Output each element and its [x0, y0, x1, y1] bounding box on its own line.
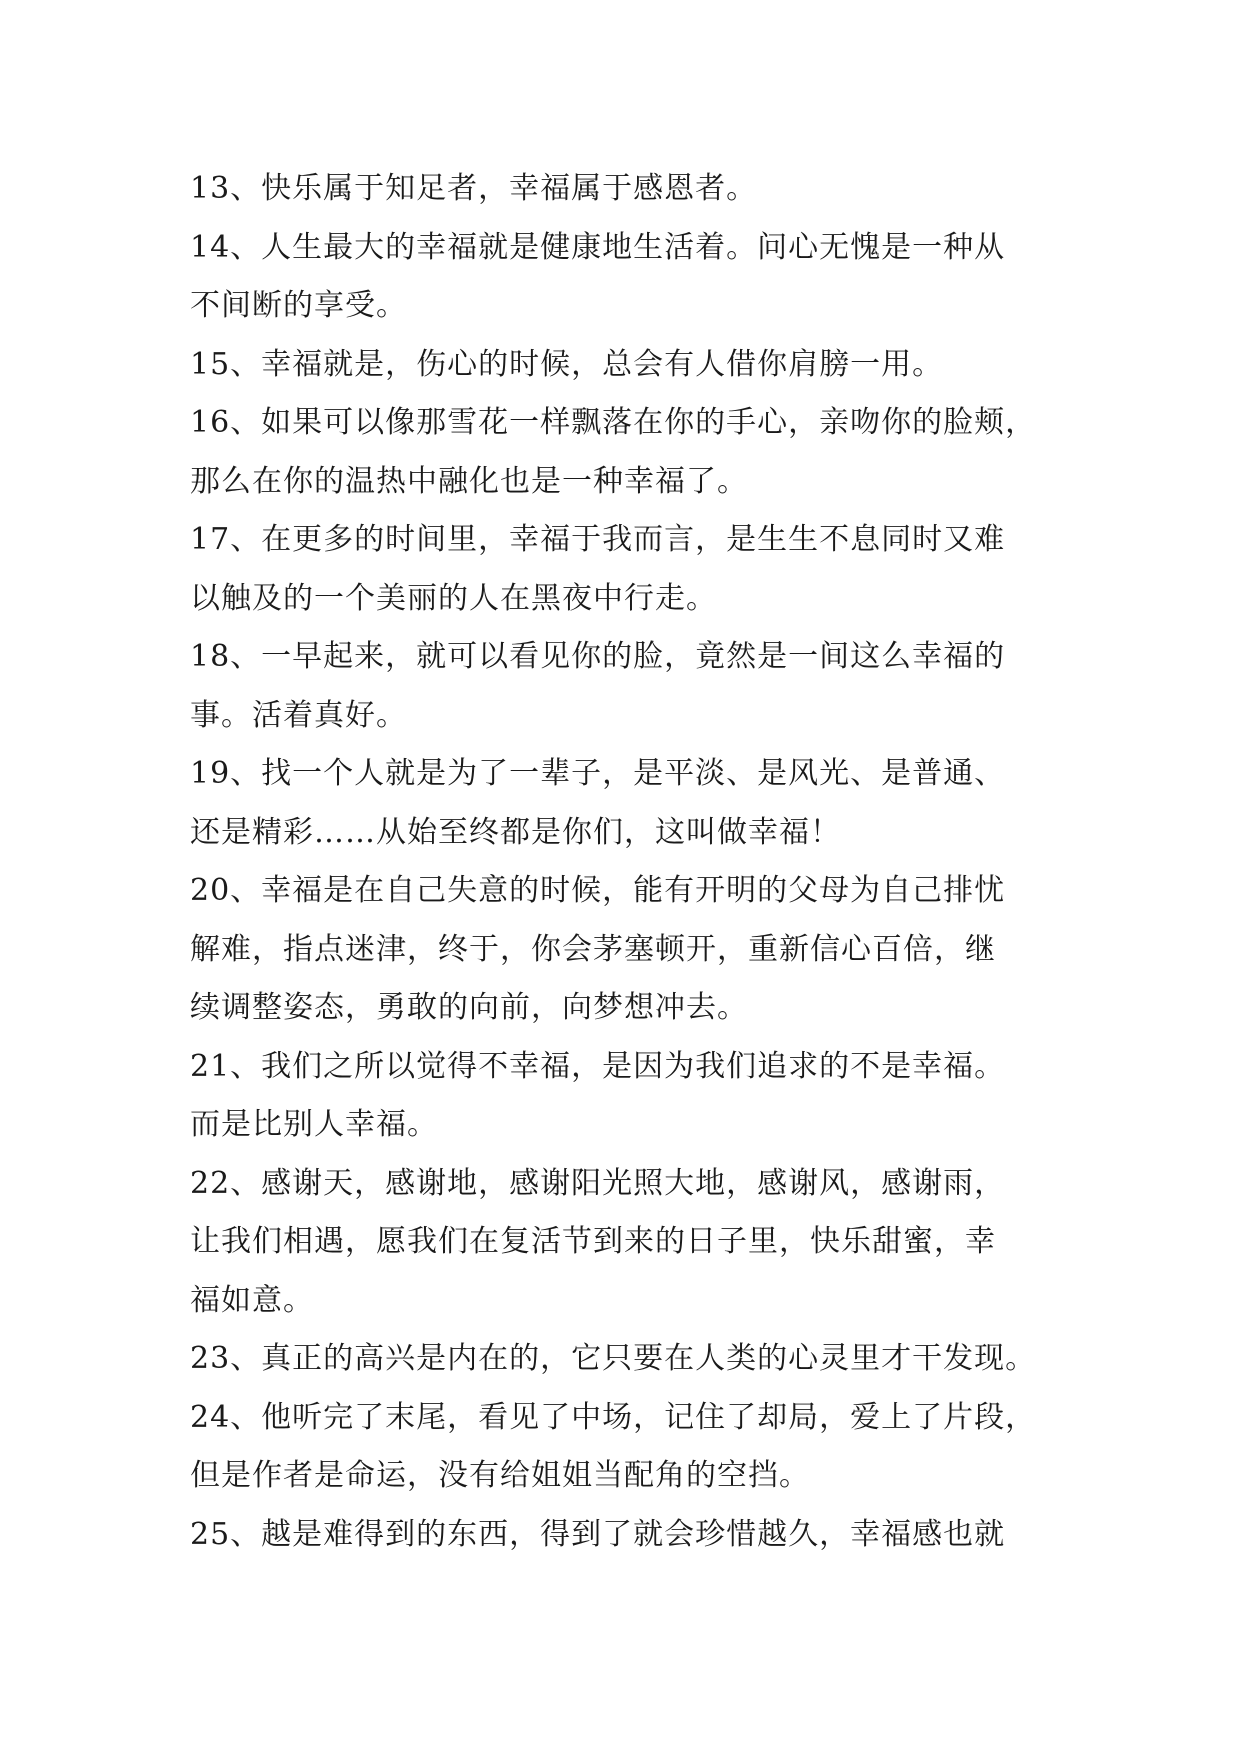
- text-line: 22、感谢天，感谢地，感谢阳光照大地，感谢风，感谢雨，: [190, 1165, 1006, 1201]
- text-line: 23、真正的高兴是内在的，它只要在人类的心灵里才干发现。: [190, 1341, 1037, 1376]
- text-line: 还是精彩……从始至终都是你们，这叫做幸福！: [190, 814, 841, 850]
- text-line: 25、越是难得到的东西，得到了就会珍惜越久，幸福感也就: [190, 1516, 1006, 1552]
- text-line: 解难，指点迷津，终于，你会茅塞顿开，重新信心百倍，继: [190, 931, 996, 967]
- text-line: 那么在你的温热中融化也是一种幸福了。: [190, 463, 748, 499]
- text-line: 24、他听完了末尾，看见了中场，记住了却局，爱上了片段，: [190, 1399, 1037, 1435]
- text-line: 16、如果可以像那雪花一样飘落在你的手心，亲吻你的脸颊，: [190, 405, 1037, 440]
- text-line: 15、幸福就是，伤心的时候，总会有人借你肩膀一用。: [190, 346, 944, 382]
- document-body: [190, 160, 1080, 1564]
- text-line: 而是比别人幸福。: [190, 1107, 438, 1142]
- text-line: 事。活着真好。: [190, 697, 407, 733]
- text-line: 19、找一个人就是为了一辈子，是平淡、是风光、是普通、: [190, 756, 1006, 791]
- text-line: 18、一早起来，就可以看见你的脸，竟然是一间这么幸福的: [190, 639, 1006, 674]
- text-line: 21、我们之所以觉得不幸福，是因为我们追求的不是幸福。: [190, 1048, 1006, 1084]
- text-line: 13、快乐属于知足者，幸福属于感恩者。: [190, 171, 758, 206]
- text-line: 以触及的一个美丽的人在黑夜中行走。: [190, 580, 717, 616]
- text-line: 17、在更多的时间里，幸福于我而言，是生生不息同时又难: [190, 522, 1006, 557]
- text-line: 14、人生最大的幸福就是健康地生活着。问心无愧是一种从: [190, 229, 1006, 265]
- text-line: 不间断的享受。: [190, 288, 407, 323]
- text-line: 让我们相遇，愿我们在复活节到来的日子里，快乐甜蜜，幸: [190, 1224, 996, 1259]
- text-line: 福如意。: [190, 1282, 314, 1318]
- text-line: 但是作者是命运，没有给姐姐当配角的空挡。: [190, 1458, 810, 1493]
- text-line: 续调整姿态，勇敢的向前，向梦想冲去。: [190, 990, 748, 1025]
- text-line: 20、幸福是在自己失意的时候，能有开明的父母为自己排忧: [190, 873, 1006, 908]
